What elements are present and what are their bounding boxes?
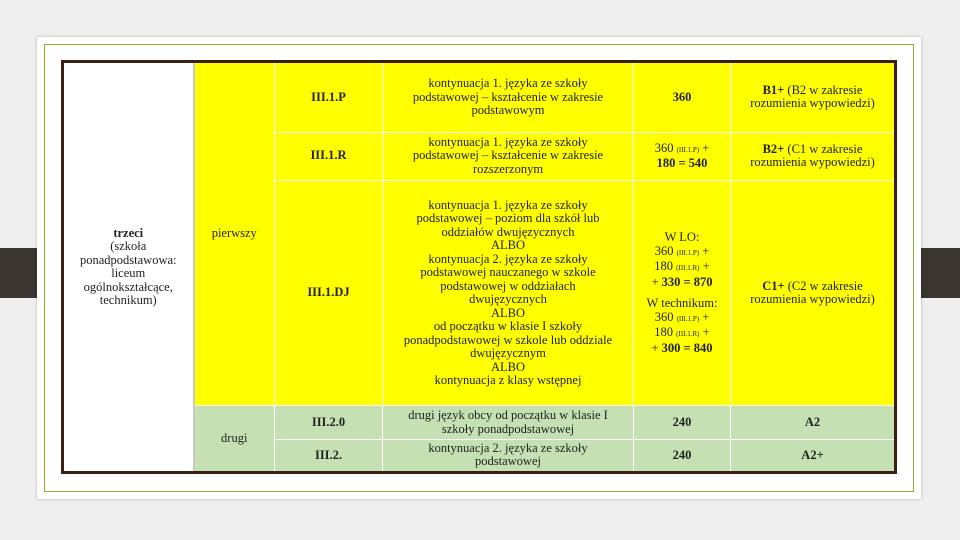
second-language-cell — [194, 406, 275, 473]
curriculum-table — [61, 60, 897, 474]
hours-value: W LO: 360 (III.1.P) + 180 (III.1.R) + + 330 = 870 W technikum: 360 (III.1.P) + 180 (III.1.R) + + 300 = 840 — [634, 180, 731, 406]
variant-code: III.1.P — [275, 62, 383, 133]
first-language-label: pierwszy — [211, 226, 257, 241]
variant-code: III.2.0 — [275, 406, 383, 439]
hours-value: 360 (III.1.P) + 180 = 540 — [634, 132, 731, 180]
variant-code: III.2. — [275, 439, 383, 472]
variant-description: kontynuacja 1. języka ze szkoły podstawowej – kształcenie w zakresie podstawowym — [383, 62, 634, 133]
second-language-label: drugi — [221, 430, 248, 445]
level-value: A2+ — [731, 439, 896, 472]
hours-value: 240 — [634, 406, 731, 439]
first-language-cell — [194, 62, 275, 406]
variant-code: III.1.R — [275, 132, 383, 180]
variant-description: kontynuacja 1. języka ze szkoły podstawowej – poziom dla szkół lub oddziałów dwujęzycznych ALBO kontynuacja 2. języka ze szkoły podstawowej nauczanego w szkole podstawowej w oddziałach dwujęzycznych ALBO od początku w klasie I szkoły ponadpodstawowej w szkole lub oddziale dwujęzycznym ALBO kontynuacja z klasy wstępnej — [383, 180, 634, 406]
level-value: B2+ (C1 w zakresie rozumienia wypowiedzi) — [731, 132, 896, 180]
education-stage-cell — [63, 62, 194, 473]
level-value: A2 — [731, 406, 896, 439]
variant-description: kontynuacja 1. języka ze szkoły podstawowej – kształcenie w zakresie rozszerzonym — [383, 132, 634, 180]
stage-detail: (szkoła ponadpodstawowa: liceum ogólnokształcące, technikum) — [79, 239, 177, 307]
level-value: C1+ (C2 w zakresie rozumienia wypowiedzi) — [731, 180, 896, 406]
variant-code: III.1.DJ — [275, 180, 383, 406]
hours-value: 360 — [634, 62, 731, 133]
hours-value: 240 — [634, 439, 731, 472]
variant-description: kontynuacja 2. języka ze szkoły podstawowej — [383, 439, 634, 472]
level-value: B1+ (B2 w zakresie rozumienia wypowiedzi) — [731, 62, 896, 133]
variant-description: drugi język obcy od początku w klasie I szkoły ponadpodstawowej — [383, 406, 634, 439]
stage-title: trzeci — [113, 225, 144, 240]
